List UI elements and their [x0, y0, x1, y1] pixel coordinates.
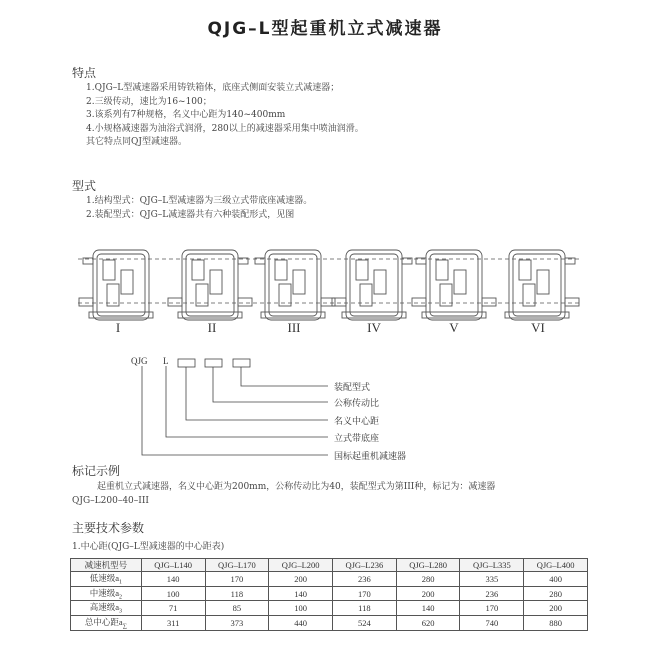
table-cell: 280	[396, 572, 460, 587]
feature-item: 4.小规格减速器为油浴式润滑，280以上的减速器采用集中喷油润滑。	[86, 123, 364, 134]
column-header: QJG–L280	[396, 559, 460, 572]
table-row	[71, 586, 588, 601]
legend-ratio: 公称传动比	[334, 399, 380, 409]
params-caption: 1.中心距(QJG–L型减速器的中心距表)	[72, 542, 225, 552]
feature-item: 2.三级传动，速比为16~100；	[86, 96, 212, 107]
row-label	[71, 601, 142, 616]
table-cell: 85	[205, 601, 269, 616]
table-cell: 880	[524, 616, 588, 631]
table-cell: 740	[460, 616, 524, 631]
assembly-label-iv: IV	[367, 320, 381, 335]
row-label-text: 总中心距a	[84, 617, 123, 628]
feature-item: 其它特点同QJ型减速器。	[86, 137, 187, 147]
row-label-text: 高速级a	[89, 602, 120, 613]
row-label	[71, 616, 142, 631]
row-label	[71, 572, 142, 587]
features-heading: 特点	[72, 66, 97, 80]
table-cell: 140	[141, 572, 205, 587]
table-cell: 373	[205, 616, 269, 631]
assembly-label-iii: III	[287, 320, 301, 335]
column-header: QJG–L170	[205, 559, 269, 572]
table-cell: 118	[333, 601, 397, 616]
row-label-text: 中速级a	[89, 587, 120, 598]
row-label-subscript: 1	[119, 579, 123, 586]
row-label-subscript: 3	[119, 609, 123, 616]
table-cell: 100	[269, 601, 333, 616]
table-cell: 236	[460, 586, 524, 601]
legend-center-distance: 名义中心距	[334, 417, 380, 427]
marking-line2: QJG–L200–40–III	[72, 496, 149, 506]
table-cell: 140	[396, 601, 460, 616]
table-cell: 236	[333, 572, 397, 587]
code-l: L	[163, 356, 169, 366]
legend-national-standard: 国标起重机减速器	[334, 452, 407, 462]
assembly-label-v: V	[449, 320, 459, 335]
table-cell: 200	[269, 572, 333, 587]
row-label	[71, 586, 142, 601]
column-header: QJG–L335	[460, 559, 524, 572]
table-cell: 200	[524, 601, 588, 616]
type-item: 2.装配型式：QJG–L减速器共有六种装配形式，见图	[86, 209, 295, 220]
column-header: QJG–L140	[141, 559, 205, 572]
assembly-label-i: I	[115, 320, 121, 335]
table-cell: 170	[333, 586, 397, 601]
table-cell: 118	[205, 586, 269, 601]
column-header: QJG–L400	[524, 559, 588, 572]
center-distance-table	[70, 558, 588, 631]
row-label-subscript: 2	[119, 594, 123, 601]
table-cell: 140	[269, 586, 333, 601]
assembly-label-ii: II	[207, 320, 217, 335]
legend-vertical-base: 立式带底座	[334, 434, 380, 444]
marking-line1: 起重机立式减速器，名义中心距为200mm，公称传动比为40，装配型式为第III种，标记为：减速器	[97, 482, 496, 492]
table-cell: 170	[205, 572, 269, 587]
table-cell: 100	[141, 586, 205, 601]
table-cell: 440	[269, 616, 333, 631]
table-cell: 524	[333, 616, 397, 631]
params-heading: 主要技术参数	[72, 521, 145, 535]
table-cell: 280	[524, 586, 588, 601]
row-label-subscript: ∑	[122, 623, 127, 630]
table-cell: 311	[141, 616, 205, 631]
type-item: 1.结构型式：QJG–L型减速器为三级立式带底座减速器。	[86, 196, 313, 206]
table-cell: 200	[396, 586, 460, 601]
table-cell: 170	[460, 601, 524, 616]
table-row	[71, 572, 588, 587]
table-cell: 400	[524, 572, 588, 587]
table-row	[71, 601, 588, 616]
column-header: 减速机型号	[71, 559, 142, 572]
assembly-label-vi: VI	[531, 320, 545, 335]
column-header: QJG–L200	[269, 559, 333, 572]
marking-heading: 标记示例	[72, 464, 121, 478]
page-title: QJG–L型起重机立式减速器	[207, 19, 443, 39]
table-cell: 71	[141, 601, 205, 616]
table-row	[71, 616, 588, 631]
column-header: QJG–L236	[333, 559, 397, 572]
code-prefix: QJG	[131, 356, 148, 366]
table-header-row	[71, 559, 588, 572]
legend-assembly-type: 装配型式	[334, 383, 371, 393]
table-cell: 620	[396, 616, 460, 631]
table-cell: 335	[460, 572, 524, 587]
types-heading: 型式	[72, 179, 97, 193]
feature-item: 3.该系列有7种规格，名义中心距为140~400mm	[86, 110, 286, 120]
row-label-text: 低速级a	[89, 573, 120, 583]
feature-item: 1.QJG–L型减速器采用铸铁箱体，底座式侧面安装立式减速器；	[86, 83, 340, 93]
